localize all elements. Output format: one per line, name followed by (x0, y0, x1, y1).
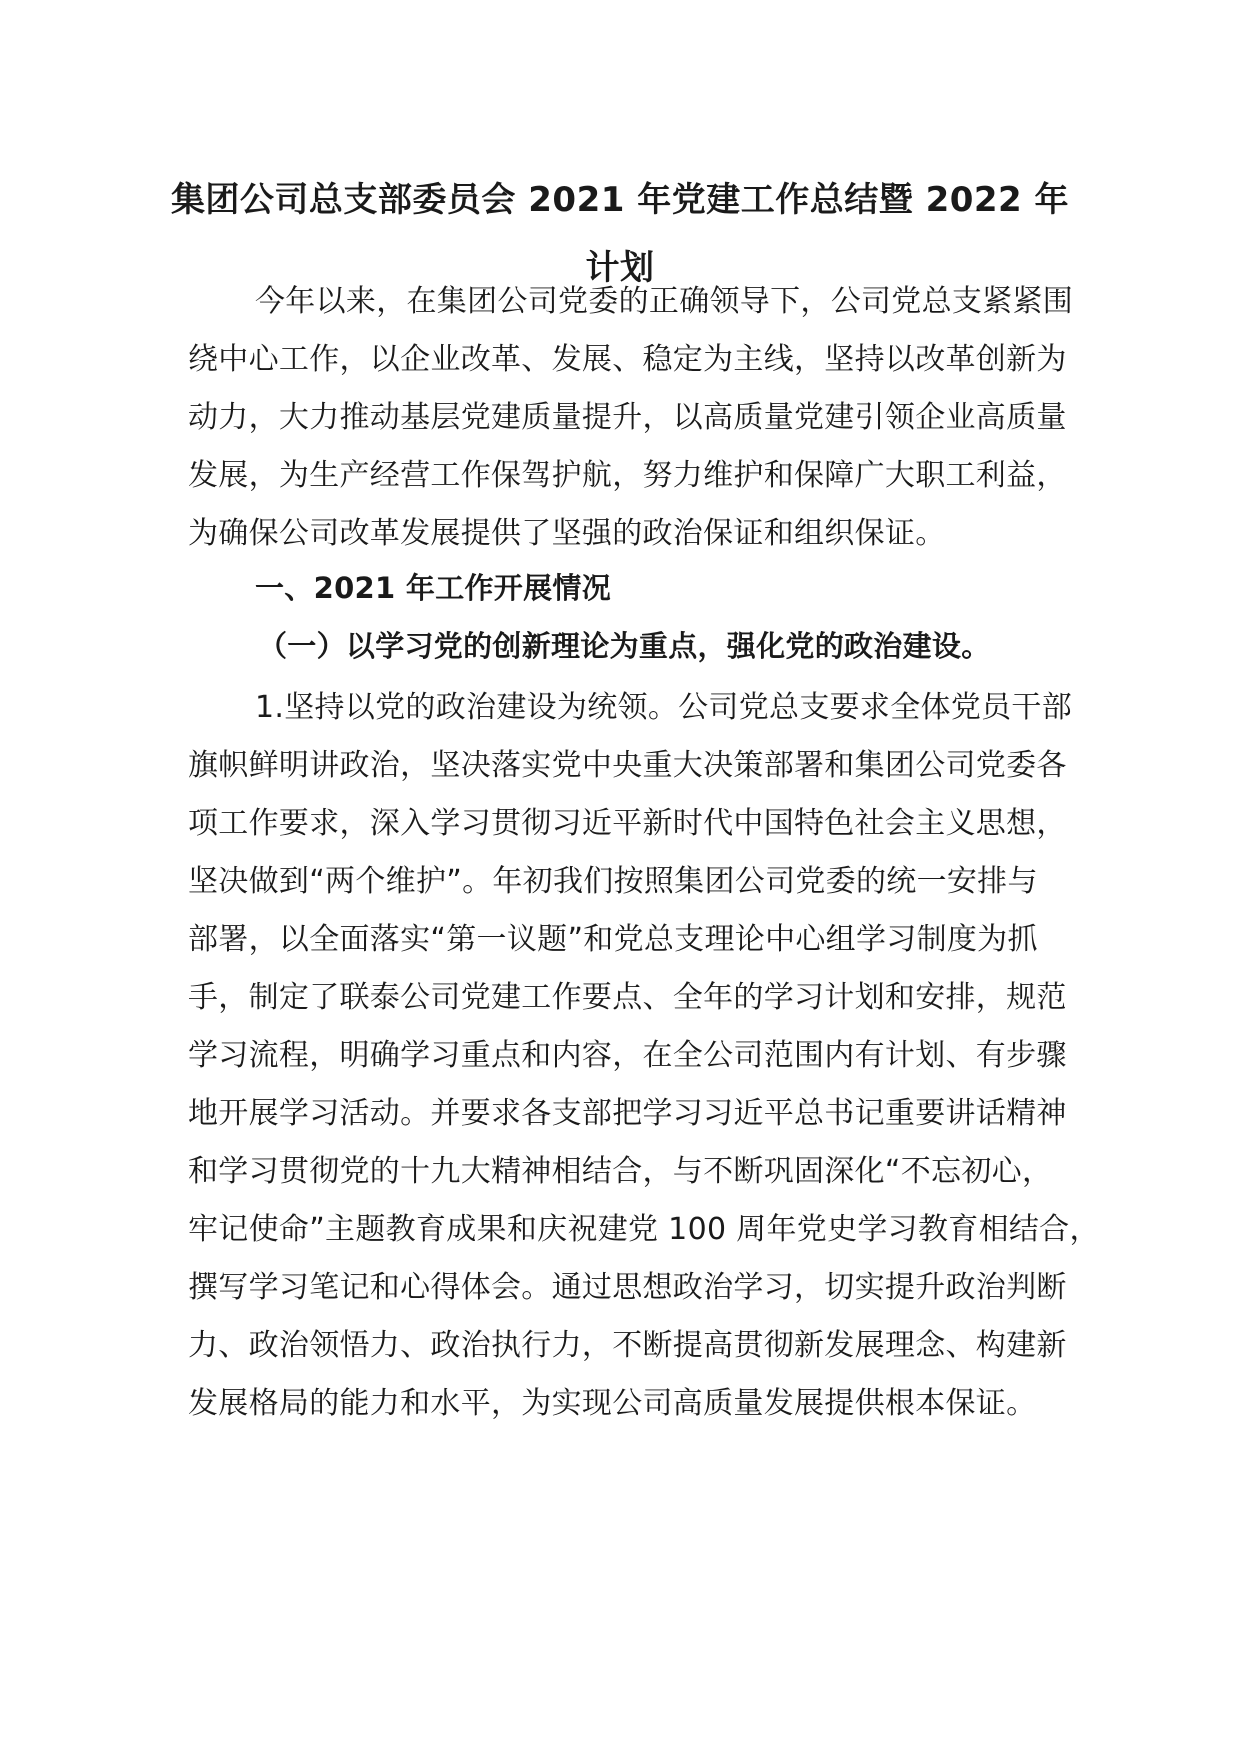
paragraph-2-line-5: 部署，以全面落实“第一议题”和党总支理论中心组学习制度为抓 (188, 922, 1038, 957)
paragraph-2-line-7: 学习流程，明确学习重点和内容，在全公司范围内有计划、有步骤 (188, 1038, 1067, 1073)
paragraph-2-line-1: 1.坚持以党的政治建设为统领。公司党总支要求全体党员干部 (255, 690, 1073, 725)
paragraph-2-line-12: 力、政治领悟力、政治执行力，不断提高贯彻新发展理念、构建新 (188, 1328, 1067, 1363)
paragraph-1-line-5: 为确保公司改革发展提供了坚强的政治保证和组织保证。 (188, 516, 946, 551)
paragraph-2-line-8: 地开展学习活动。并要求各支部把学习习近平总书记重要讲话精神 (188, 1096, 1067, 1131)
section-heading-1: 一、2021 年工作开展情况 (255, 571, 612, 605)
paragraph-1-line-2: 绕中心工作，以企业改革、发展、稳定为主线，坚持以改革创新为 (188, 342, 1067, 377)
paragraph-2-line-11: 撰写学习笔记和心得体会。通过思想政治学习，切实提升政治判断 (188, 1270, 1067, 1305)
paragraph-1-line-3: 动力，大力推动基层党建质量提升，以高质量党建引领企业高质量 (188, 400, 1067, 435)
paragraph-2-line-13: 发展格局的能力和水平，为实现公司高质量发展提供根本保证。 (188, 1386, 1037, 1421)
paragraph-1-line-4: 发展，为生产经营工作保驾护航，努力维护和保障广大职工利益， (188, 458, 1067, 493)
document-title-line-2: 计划 (585, 248, 655, 288)
paragraph-2-line-9: 和学习贯彻党的十九大精神相结合，与不断巩固深化“不忘初心， (188, 1154, 1053, 1189)
paragraph-1-line-1: 今年以来，在集团公司党委的正确领导下，公司党总支紧紧围 (255, 284, 1074, 319)
paragraph-2-line-10: 牢记使命”主题教育成果和庆祝建党 100 周年党史学习教育相结合， (188, 1212, 1100, 1247)
paragraph-2-line-4: 坚决做到“两个维护”。年初我们按照集团公司党委的统一安排与 (188, 864, 1038, 899)
paragraph-2-line-3: 项工作要求，深入学习贯彻习近平新时代中国特色社会主义思想， (188, 806, 1067, 841)
document-title-line-1: 集团公司总支部委员会 2021 年党建工作总结暨 2022 年 (170, 180, 1070, 220)
paragraph-2-line-2: 旗帜鲜明讲政治，坚决落实党中央重大决策部署和集团公司党委各 (188, 748, 1067, 783)
section-heading-2: （一）以学习党的创新理论为重点，强化党的政治建设。 (258, 629, 991, 663)
paragraph-2-line-6: 手，制定了联泰公司党建工作要点、全年的学习计划和安排，规范 (188, 980, 1067, 1015)
